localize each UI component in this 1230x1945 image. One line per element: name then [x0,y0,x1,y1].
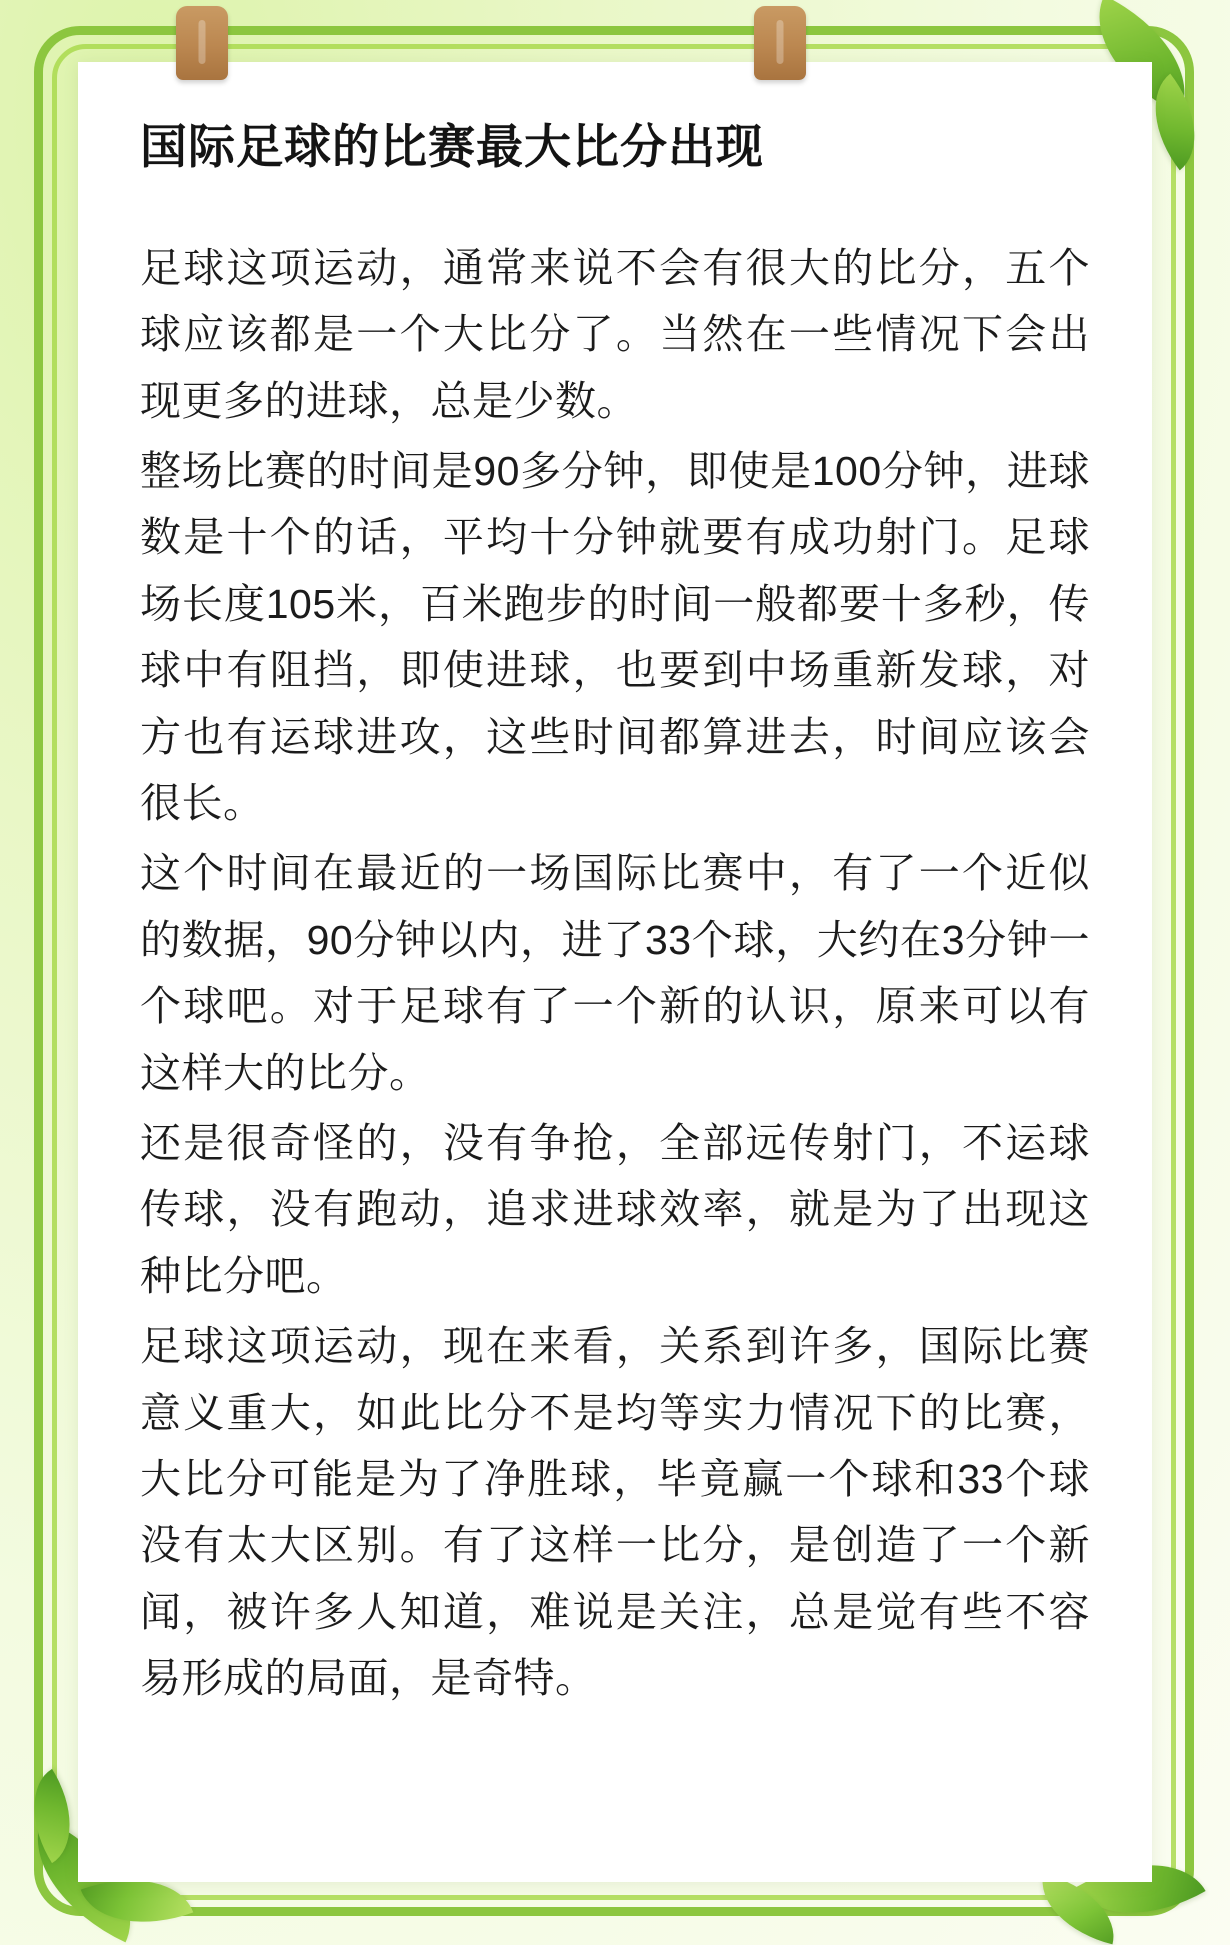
paragraph: 这个时间在最近的一场国际比赛中，有了一个近似的数据，90分钟以内，进了33个球，大约在3分钟一个球吧。对于足球有了一个新的认识，原来可以有这样大的比分。 [140,850,1090,1096]
paragraph: 足球这项运动，现在来看，关系到许多，国际比赛意义重大，如此比分不是均等实力情况下的比赛，大比分可能是为了净胜球，毕竟赢一个球和33个球没有太大区别。有了这样一比分，是创造了一个新闻，被许多人知道，难说是关注，总是觉有些不容易形成的局面，是奇特。 [140,1323,1090,1702]
paper-clip-icon [176,6,228,80]
note-card [78,62,1152,1882]
paragraph: 整场比赛的时间是90多分钟，即使是100分钟，进球数是十个的话，平均十分钟就要有成功射门。足球场长度105米，百米跑步的时间一般都要十多秒，传球中有阻挡，即使进球，也要到中场重新发球，对方也有运球进攻，这些时间都算进去，时间应该会很长。 [140,447,1090,826]
paper-clip-icon [754,6,806,80]
document-body [140,235,1090,1712]
paragraph: 还是很奇怪的，没有争抢，全部远传射门，不运球传球，没有跑动，追求进球效率，就是为了出现这种比分吧。 [140,1120,1090,1299]
page-title: 国际足球的比赛最大比分出现 [140,120,764,173]
paragraph: 足球这项运动，通常来说不会有很大的比分，五个球应该都是一个大比分了。当然在一些情况下会出现更多的进球，总是少数。 [140,244,1090,424]
